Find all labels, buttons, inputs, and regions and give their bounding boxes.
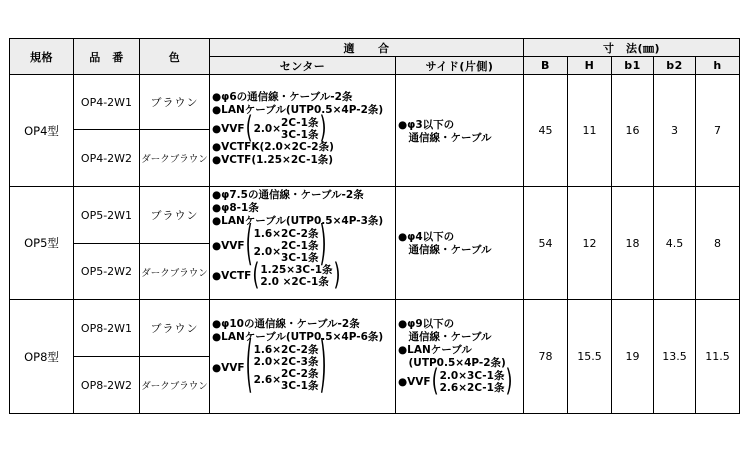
open-bracket: ( (431, 363, 439, 399)
vctf-r2: 2.0 ×2C-1条 (260, 276, 329, 288)
center-fit-cell (210, 75, 396, 187)
vvf-r1: 1.6×2C-2条 (253, 344, 319, 356)
header-b2: b2 (654, 57, 696, 75)
side-vvf-r2: 2.6×2C-1条 (439, 382, 505, 394)
side-fit-cell (396, 75, 524, 187)
part-number: OP4-2W1 (74, 75, 140, 130)
dim-H: 11 (568, 75, 612, 187)
color-cell: ダークブラウン (140, 357, 210, 414)
open-bracket: ( (245, 110, 253, 146)
side-line: ●φ9以下の (398, 318, 455, 330)
close-bracket: ) (319, 330, 327, 402)
fit-line: ●VCTFK(2.0×2C-2条) (212, 141, 334, 153)
vvf-prefix: 2.0× (253, 246, 282, 258)
side-vvf-r1: 2.0×3C-1条 (439, 370, 505, 382)
vvf-stack (281, 117, 318, 141)
dim-b2: 3 (654, 75, 696, 187)
vvf-b: 3C-1条 (281, 129, 319, 141)
header-h: h (696, 57, 740, 75)
dim-H: 12 (568, 187, 612, 300)
color-cell: ブラウン (140, 187, 210, 244)
dim-b1: 18 (612, 187, 654, 300)
header-spec: 規格 (10, 39, 74, 75)
header-side: サイド(片側) (396, 57, 524, 75)
dim-B: 45 (524, 75, 568, 187)
center-fit-cell (210, 300, 396, 414)
header-B: B (524, 57, 568, 75)
header-row-1 (10, 39, 740, 57)
close-bracket: ) (319, 217, 327, 272)
vvf-label: ●VVF (212, 362, 245, 374)
center-fit-cell (210, 187, 396, 300)
fit-line: ●LANケーブル(UTP0.5×4P-3条) (212, 215, 384, 227)
spec-table-container (9, 38, 740, 414)
spec-table (9, 38, 740, 414)
header-b1: b1 (612, 57, 654, 75)
side-line: 通信線・ケーブル (398, 131, 492, 144)
part-number: OP4-2W2 (74, 130, 140, 187)
side-line: ●φ3以下の (398, 118, 455, 131)
side-fit-cell (396, 300, 524, 414)
vctf-r1: 1.25×3C-1条 (260, 264, 333, 276)
open-bracket: ( (252, 257, 260, 293)
table-row (10, 300, 740, 357)
table-row (10, 187, 740, 244)
color-cell: ブラウン (140, 300, 210, 357)
vvf-frac-stack (281, 240, 318, 264)
part-number: OP5-2W1 (74, 187, 140, 244)
vvf-a: 2C-1条 (281, 240, 319, 252)
vvf-prefix: 2.6× (253, 374, 282, 386)
part-number: OP5-2W2 (74, 244, 140, 300)
part-number: OP8-2W2 (74, 357, 140, 414)
dim-h: 11.5 (696, 300, 740, 414)
vvf-b: 3C-1条 (281, 252, 319, 264)
vvf-frac (254, 240, 319, 264)
fit-line: ●φ6の通信線・ケーブル-2条 (212, 91, 353, 103)
vvf-frac (254, 368, 319, 392)
header-fit: 適 合 (210, 39, 524, 57)
fit-line: ●φ8-1条 (212, 202, 259, 214)
color-cell: ブラウン (140, 75, 210, 130)
spec-cell: OP4型 (10, 75, 74, 187)
vvf-a: 2C-1条 (281, 117, 319, 129)
dim-b2: 4.5 (654, 187, 696, 300)
fit-line: ●LANケーブル(UTP0.5×4P-2条) (212, 104, 384, 116)
open-bracket: ( (245, 217, 253, 272)
vvf-b: 3C-1条 (281, 380, 319, 392)
vctf-block (212, 257, 393, 293)
color-cell: ダークブラウン (140, 130, 210, 187)
dim-b2: 13.5 (654, 300, 696, 414)
fit-line: ●VCTF(1.25×2C-1条) (212, 154, 334, 166)
vvf-r1: 1.6×2C-2条 (253, 228, 319, 240)
open-bracket: ( (245, 330, 253, 402)
dim-H: 15.5 (568, 300, 612, 414)
vvf-stack (254, 228, 319, 264)
vvf-r2: 2.0×2C-3条 (253, 356, 319, 368)
color-cell: ダークブラウン (140, 244, 210, 300)
spec-cell: OP5型 (10, 187, 74, 300)
close-bracket: ) (333, 257, 341, 293)
vvf-prefix: 2.0× (253, 123, 282, 135)
vvf-a: 2C-2条 (281, 368, 319, 380)
fit-line: ●LANケーブル(UTP0.5×4P-6条) (212, 331, 384, 343)
vvf-frac-stack (281, 368, 318, 392)
vvf-stack (254, 344, 319, 392)
dim-h: 8 (696, 187, 740, 300)
table-row (10, 75, 740, 130)
side-vvf-stack (440, 370, 505, 394)
fit-line: ●φ10の通信線・ケーブル-2条 (212, 318, 360, 330)
spec-cell: OP8型 (10, 300, 74, 414)
header-part: 品 番 (74, 39, 140, 75)
side-line: ●φ4以下の (398, 231, 455, 243)
part-number: OP8-2W1 (74, 300, 140, 357)
dim-B: 78 (524, 300, 568, 414)
close-bracket: ) (505, 363, 513, 399)
dim-B: 54 (524, 187, 568, 300)
header-H: H (568, 57, 612, 75)
close-bracket: ) (319, 110, 327, 146)
dim-h: 7 (696, 75, 740, 187)
dim-b1: 19 (612, 300, 654, 414)
vctf-label: ●VCTF (212, 270, 252, 282)
dim-b1: 16 (612, 75, 654, 187)
side-line: ●LANケーブル (398, 344, 472, 356)
header-color: 色 (140, 39, 210, 75)
side-line: 通信線・ケーブル (398, 331, 492, 343)
fit-line: ●φ7.5の通信線・ケーブル-2条 (212, 189, 364, 201)
vvf-label: ●VVF (212, 123, 245, 135)
side-fit-cell (396, 187, 524, 300)
vvf-label: ●VVF (212, 240, 245, 252)
side-line: 通信線・ケーブル (398, 244, 492, 256)
side-vvf-label: ●VVF (398, 376, 431, 388)
header-dims: 寸 法(㎜) (524, 39, 740, 57)
header-center: センター (210, 57, 396, 75)
side-line: (UTP0.5×4P-2条) (398, 357, 506, 369)
